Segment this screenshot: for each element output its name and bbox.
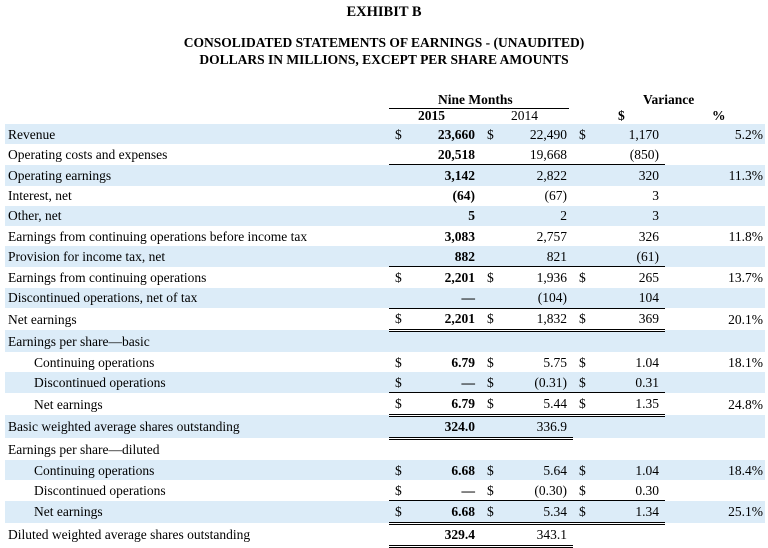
row-label: Revenue [5, 124, 389, 144]
value-variance-percent [665, 438, 765, 460]
value-2014: (104) [501, 288, 573, 309]
value-2015: 2,201 [409, 308, 481, 330]
dollar-variance: $ [573, 124, 593, 144]
row-label: Net earnings [34, 396, 103, 412]
dollar-2014 [481, 246, 501, 267]
value-2014: 1,936 [501, 267, 573, 288]
table-row [5, 415, 765, 438]
value-variance-percent: 18.1% [728, 354, 763, 370]
value-variance: 1,170 [593, 124, 665, 144]
row-label: Net earnings [8, 311, 77, 327]
dollar-variance [573, 165, 593, 186]
value-2015: — [409, 372, 481, 393]
value-2014: 22,490 [501, 124, 573, 144]
row-label: Operating earnings [5, 165, 389, 186]
table-row [5, 460, 765, 480]
dollar-variance [573, 226, 593, 246]
value-2014 [501, 330, 573, 352]
dollar-2015: $ [389, 393, 409, 415]
value-variance: 265 [593, 267, 665, 288]
value-variance-percent: 25.1% [665, 501, 765, 523]
dollar-variance: $ [573, 501, 593, 523]
variance-header: Variance [643, 92, 695, 107]
nine-months-underline [389, 108, 569, 109]
value-variance-percent [665, 246, 765, 267]
table-row [5, 523, 765, 546]
value-2014: (0.31) [501, 372, 573, 393]
row-label: Earnings from continuing operations before income tax [8, 228, 308, 244]
dollar-2015 [389, 523, 409, 546]
dollar-2015: $ [389, 460, 409, 480]
dollar-2014: $ [481, 393, 501, 415]
dollar-variance [573, 330, 593, 352]
row-label: Discontinued operations, net of tax [5, 288, 389, 309]
value-2015: 324.0 [409, 415, 481, 438]
dollar-2015: $ [389, 372, 409, 393]
value-2015: 6.68 [409, 460, 481, 480]
value-2014: 5.34 [501, 501, 573, 523]
table-row [5, 288, 765, 309]
value-2015: 23,660 [409, 124, 481, 144]
row-label: Diluted weighted average shares outstanding [8, 527, 251, 543]
dollar-2014 [481, 165, 501, 186]
row-label: Discontinued operations [5, 372, 389, 393]
dollar-variance: $ [573, 267, 593, 288]
row-label: Continuing operations [34, 354, 155, 370]
dollar-2015 [389, 226, 409, 246]
dollar-2014: $ [481, 308, 501, 330]
dollar-variance: $ [579, 354, 586, 370]
value-variance: (850) [593, 144, 665, 165]
value-variance: 1.34 [593, 501, 665, 523]
year-2014-header: 2014 [511, 108, 538, 123]
dollar-2014 [481, 186, 501, 206]
value-2014: 19,668 [501, 144, 573, 165]
dollar-variance [573, 523, 593, 546]
row-label: Other, net [5, 206, 389, 226]
value-variance-percent [665, 144, 765, 165]
value-variance: 1.04 [635, 354, 659, 370]
table-row [5, 246, 765, 267]
dollar-2015: $ [389, 267, 409, 288]
value-variance-percent: 11.3% [665, 165, 765, 186]
dollar-variance: $ [573, 393, 593, 415]
variance-percent-header: % [712, 108, 726, 123]
dollar-2015 [389, 415, 409, 438]
dollar-variance [573, 186, 593, 206]
earnings-table [5, 124, 765, 548]
value-variance: 369 [593, 308, 665, 330]
table-row [5, 308, 765, 330]
dollar-2015: $ [395, 482, 402, 498]
dollar-2015 [389, 206, 409, 226]
dollar-variance: $ [579, 482, 586, 498]
dollar-variance [573, 144, 593, 165]
table-row [5, 352, 765, 372]
row-label: Earnings per share—basic [5, 330, 389, 352]
value-2014: 343.1 [501, 523, 573, 546]
value-variance-percent: 5.2% [665, 124, 765, 144]
row-label: Operating costs and expenses [8, 147, 168, 163]
dollar-2015: $ [389, 501, 409, 523]
value-variance-percent [665, 415, 765, 438]
value-variance: 326 [638, 228, 659, 244]
dollar-variance: $ [573, 460, 593, 480]
value-variance-percent [665, 480, 765, 501]
value-2015: 2,201 [409, 267, 481, 288]
value-variance-percent [665, 372, 765, 393]
dollar-variance: $ [573, 372, 593, 393]
value-variance [593, 330, 665, 352]
dollar-2014: $ [487, 482, 494, 498]
dollar-2014: $ [487, 354, 494, 370]
value-2014 [501, 438, 573, 460]
value-variance-percent [665, 330, 765, 352]
dollar-2015 [389, 438, 409, 460]
dollar-2015: $ [389, 308, 409, 330]
value-2014: 2,822 [501, 165, 573, 186]
dollar-2015 [389, 186, 409, 206]
value-2015: 5 [409, 206, 481, 226]
value-2014: 2,757 [536, 228, 567, 244]
value-2014: 821 [501, 246, 573, 267]
dollar-2014 [481, 206, 501, 226]
dollar-variance [573, 415, 593, 438]
dollar-2014: $ [481, 124, 501, 144]
value-variance: 1.35 [593, 393, 665, 415]
value-2015: (64) [452, 188, 475, 204]
value-variance: 3 [652, 188, 659, 204]
dollar-2015 [389, 144, 409, 165]
row-label: Discontinued operations [34, 483, 166, 499]
row-label: Provision for income tax, net [5, 246, 389, 267]
table-row [5, 186, 765, 206]
value-variance-percent: 13.7% [728, 269, 763, 285]
dollar-2014 [481, 415, 501, 438]
value-variance-percent [665, 186, 765, 206]
value-variance: 1.04 [593, 460, 665, 480]
row-label: Earnings per share—diluted [8, 441, 160, 457]
table-row [5, 393, 765, 415]
value-2015: 3,083 [444, 228, 475, 244]
row-label: Basic weighted average shares outstanding [5, 415, 389, 438]
value-variance [593, 523, 665, 546]
value-2015 [409, 330, 481, 352]
value-variance-percent: 18.4% [665, 460, 765, 480]
value-2015: 6.79 [451, 354, 475, 370]
value-variance: 0.30 [635, 482, 659, 498]
dollar-2014 [481, 288, 501, 309]
year-2015-header: 2015 [418, 108, 445, 123]
value-variance: (61) [593, 246, 665, 267]
value-variance-percent: 11.8% [728, 228, 763, 244]
table-row [5, 501, 765, 523]
exhibit-title: EXHIBIT B [346, 4, 422, 20]
row-label: Interest, net [8, 188, 72, 204]
value-variance: 0.31 [593, 372, 665, 393]
units-subtitle: DOLLARS IN MILLIONS, EXCEPT PER SHARE AMOUNTS [199, 52, 569, 67]
value-2015: 20,518 [409, 144, 481, 165]
nine-months-header: Nine Months [438, 92, 513, 107]
value-2014: 5.75 [543, 354, 567, 370]
table-row [5, 124, 765, 144]
dollar-variance [573, 246, 593, 267]
value-variance-percent: 24.8% [728, 396, 763, 412]
dollar-2014 [481, 226, 501, 246]
dollar-2015: $ [395, 354, 402, 370]
value-2014: 2 [501, 206, 573, 226]
value-variance-percent [665, 206, 765, 226]
title-block [0, 3, 768, 68]
dollar-2014: $ [481, 501, 501, 523]
table-row [5, 267, 765, 288]
dollar-variance: $ [573, 308, 593, 330]
dollar-2014 [481, 523, 501, 546]
value-2014: 5.64 [501, 460, 573, 480]
value-2014: 5.44 [501, 393, 573, 415]
value-2015: 6.79 [409, 393, 481, 415]
value-2015: 3,142 [409, 165, 481, 186]
value-2015: — [461, 482, 475, 498]
table-row [5, 330, 765, 352]
dollar-2015 [389, 165, 409, 186]
table-row [5, 438, 765, 460]
value-variance: 3 [593, 206, 665, 226]
value-2015 [409, 438, 481, 460]
table-row [5, 372, 765, 393]
dollar-2014: $ [481, 372, 501, 393]
dollar-2015: $ [389, 124, 409, 144]
dollar-2014 [481, 144, 501, 165]
dollar-2015 [389, 288, 409, 309]
dollar-variance [573, 438, 593, 460]
value-2015: 882 [409, 246, 481, 267]
dollar-2014: $ [481, 267, 501, 288]
row-label: Net earnings [5, 501, 389, 523]
dollar-2014: $ [481, 460, 501, 480]
value-variance: 320 [593, 165, 665, 186]
value-2014: (0.30) [534, 482, 567, 498]
table-row [5, 226, 765, 246]
table-row [5, 206, 765, 226]
dollar-2014 [481, 438, 501, 460]
value-2014: 1,832 [501, 308, 573, 330]
value-2015: — [409, 288, 481, 309]
row-label: Earnings from continuing operations [8, 269, 207, 285]
table-row [5, 144, 765, 165]
dollar-2015 [389, 330, 409, 352]
dollar-variance [573, 288, 593, 309]
value-2015: 329.4 [409, 523, 481, 546]
value-2014: 336.9 [501, 415, 573, 438]
dollar-variance [573, 206, 593, 226]
value-variance-percent [665, 523, 765, 546]
statement-title: CONSOLIDATED STATEMENTS OF EARNINGS - (UNAUDITED) [183, 35, 585, 50]
variance-dollar-header: $ [618, 108, 625, 123]
value-variance: 104 [593, 288, 665, 309]
value-variance [593, 438, 665, 460]
value-2014: (67) [544, 188, 567, 204]
value-variance-percent: 20.1% [728, 311, 763, 327]
value-2015: 6.68 [409, 501, 481, 523]
row-label: Continuing operations [5, 460, 389, 480]
dollar-2015 [389, 246, 409, 267]
dollar-2014 [481, 330, 501, 352]
table-row [5, 480, 765, 501]
value-variance [593, 415, 665, 438]
value-variance-percent [665, 288, 765, 309]
table-row [5, 165, 765, 186]
